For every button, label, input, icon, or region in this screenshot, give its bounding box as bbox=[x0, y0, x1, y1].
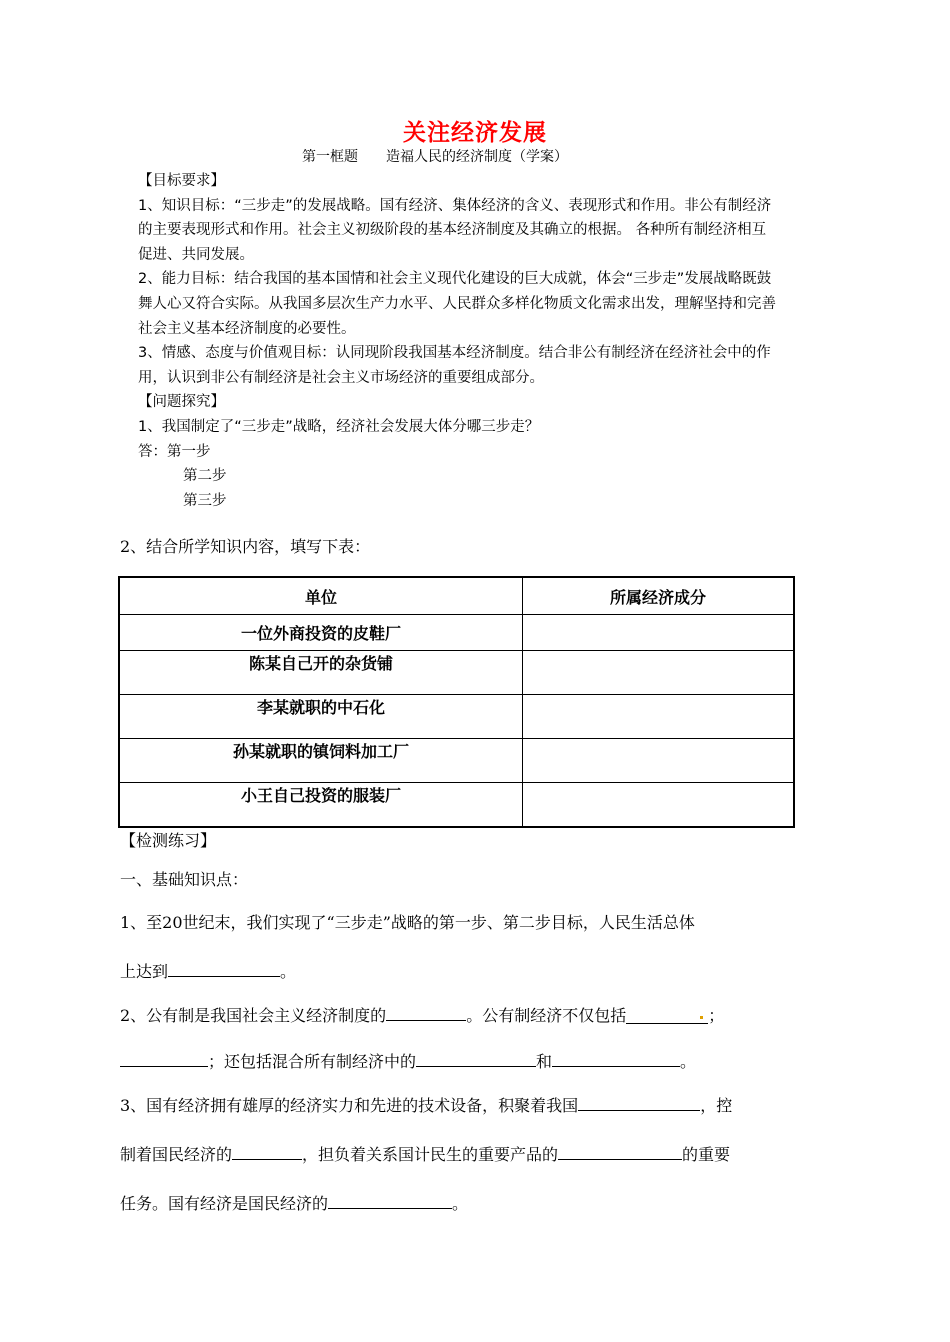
item-1-line-1: 1、至20世纪末，我们实现了“三步走”战略的第一步、第二步目标，人民生活总体 bbox=[120, 913, 695, 932]
answer-step-2: 第二步 bbox=[183, 468, 227, 485]
item-3-text-d: ，担负着关系国计民生的重要产品的 bbox=[302, 1145, 559, 1164]
table-row bbox=[119, 695, 794, 739]
answer-cell[interactable] bbox=[523, 615, 795, 651]
item-2-text-d: 和 bbox=[536, 1052, 553, 1071]
practice-section bbox=[120, 831, 835, 1215]
item-3-line-1 bbox=[120, 1092, 835, 1117]
item-1-text: 上达到 bbox=[120, 962, 169, 981]
item-2-text-c: ；还包括混合所有制经济中的 bbox=[208, 1052, 417, 1071]
item-2-line-1 bbox=[120, 1002, 835, 1027]
item-3-text-e: 的重要 bbox=[682, 1145, 731, 1164]
practice-heading: 【检测练习】 bbox=[120, 831, 217, 850]
blank-8[interactable] bbox=[232, 1141, 302, 1160]
economy-table bbox=[118, 576, 795, 828]
answer-step-1: 答：第一步 bbox=[138, 443, 211, 460]
item-1-period: 。 bbox=[280, 962, 297, 981]
document-subtitle: 第一框题 造福人民的经济制度（学案） bbox=[302, 149, 568, 165]
table-header-row bbox=[119, 577, 794, 615]
answer-cell[interactable] bbox=[523, 739, 795, 783]
item-3-line-2 bbox=[120, 1141, 835, 1166]
blank-1[interactable] bbox=[168, 958, 280, 977]
header-economic-component: 所属经济成分 bbox=[523, 577, 795, 615]
blank-9[interactable] bbox=[558, 1141, 682, 1160]
header-unit: 单位 bbox=[119, 577, 523, 615]
practice-subheading: 一、基础知识点： bbox=[120, 870, 249, 889]
mark-dot bbox=[700, 1016, 703, 1019]
item-3-period: 。 bbox=[452, 1194, 469, 1213]
item-2-text-b: 。公有制经济不仅包括 bbox=[466, 1006, 627, 1025]
item-3-line-3 bbox=[120, 1190, 835, 1215]
document-title: 关注经济发展 bbox=[403, 120, 547, 146]
unit-cell: 陈某自己开的杂货铺 bbox=[119, 651, 523, 695]
blank-4[interactable] bbox=[120, 1048, 208, 1067]
item-3-text-b: ，控 bbox=[700, 1096, 733, 1115]
item-3-text-c: 制着国民经济的 bbox=[120, 1145, 233, 1164]
blank-3[interactable] bbox=[626, 1005, 708, 1024]
item-2-line-2 bbox=[120, 1048, 835, 1073]
blank-5[interactable] bbox=[416, 1048, 536, 1067]
item-2-semicolon: ； bbox=[708, 1006, 725, 1025]
unit-cell: 李某就职的中石化 bbox=[119, 695, 523, 739]
answer-cell[interactable] bbox=[523, 651, 795, 695]
answer-step-3: 第三步 bbox=[183, 492, 227, 509]
blank-10[interactable] bbox=[328, 1190, 452, 1209]
item-2-period: 。 bbox=[680, 1052, 697, 1071]
goal-knowledge: 1、知识目标：“三步走”的发展战略。国有经济、集体经济的含义、表现形式和作用。非公有制经济的主要表现形式和作用。社会主义初级阶段的基本经济制度及其确立的根据。 各种所有制经济相互促进、共同发展。 bbox=[138, 197, 772, 263]
item-2-text-a: 2、公有制是我国社会主义经济制度的 bbox=[120, 1006, 387, 1025]
table-row bbox=[119, 739, 794, 783]
inquiry-heading: 【问题探究】 bbox=[138, 394, 225, 411]
goals-section bbox=[138, 169, 778, 513]
unit-cell: 一位外商投资的皮鞋厂 bbox=[119, 615, 523, 651]
inquiry-question-1: 1、我国制定了“三步走”战略，经济社会发展大体分哪三步走？ bbox=[138, 418, 540, 435]
unit-cell: 小王自己投资的服装厂 bbox=[119, 783, 523, 828]
table-row bbox=[119, 651, 794, 695]
answer-cell[interactable] bbox=[523, 783, 795, 828]
unit-cell: 孙某就职的镇饲料加工厂 bbox=[119, 739, 523, 783]
blank-2[interactable] bbox=[386, 1002, 466, 1021]
item-3-text-f: 任务。国有经济是国民经济的 bbox=[120, 1194, 329, 1213]
blank-6[interactable] bbox=[552, 1048, 680, 1067]
table-row bbox=[119, 615, 794, 651]
item-3-text-a: 3、国有经济拥有雄厚的经济实力和先进的技术设备，积聚着我国 bbox=[120, 1096, 579, 1115]
goal-ability: 2、能力目标：结合我国的基本国情和社会主义现代化建设的巨大成就，体会“三步走”发展战略既鼓舞人心又符合实际。从我国多层次生产力水平、人民群众多样化物质文化需求出发，理解坚持和完善社会主义基本经济制度的必要性。 bbox=[138, 271, 776, 337]
goal-emotion: 3、情感、态度与价值观目标：认同现阶段我国基本经济制度。结合非公有制经济在经济社会中的作用，认识到非公有制经济是社会主义市场经济的重要组成部分。 bbox=[138, 345, 771, 386]
inquiry-question-2: 2、结合所学知识内容，填写下表： bbox=[120, 537, 371, 556]
blank-7[interactable] bbox=[578, 1092, 700, 1111]
table-row bbox=[119, 783, 794, 828]
answer-cell[interactable] bbox=[523, 695, 795, 739]
item-1-line-2 bbox=[120, 958, 835, 983]
goals-heading: 【目标要求】 bbox=[138, 173, 225, 189]
